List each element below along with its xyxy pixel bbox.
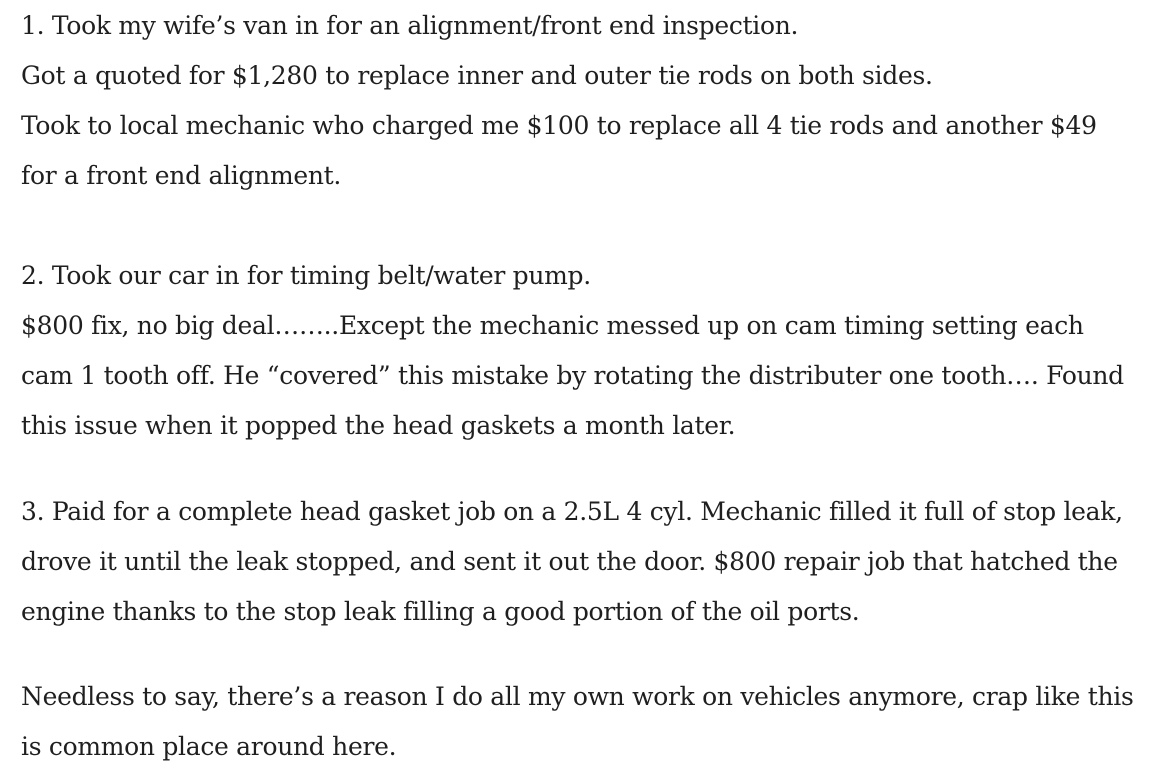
text-line: 1. Took my wife’s van in for an alignment/front end inspection. [21,11,799,40]
text-line: Needless to say, there’s a reason I do all my own work on vehicles anymore, crap like this [21,682,1134,711]
text-line: for a front end alignment. [21,161,342,190]
text-line: drove it until the leak stopped, and sent it out the door. $800 repair job that hatched the [21,547,1118,576]
text-line: $800 fix, no big deal……..Except the mechanic messed up on cam timing setting each [21,311,1084,340]
paragraph-conclusion [21,672,1134,772]
text-line: Got a quoted for $1,280 to replace inner and outer tie rods on both sides. [21,61,933,90]
paragraph-tie-rods [21,1,1097,201]
text-line: Took to local mechanic who charged me $100 to replace all 4 tie rods and another $49 [21,111,1097,140]
paragraph-timing-belt [21,251,1124,451]
text-line: engine thanks to the stop leak filling a good portion of the oil ports. [21,597,860,626]
text-line: cam 1 tooth off. He “covered” this mistake by rotating the distributer one tooth…. Found [21,361,1124,390]
text-line: 2. Took our car in for timing belt/water pump. [21,261,591,290]
text-line: this issue when it popped the head gaskets a month later. [21,411,736,440]
text-line: 3. Paid for a complete head gasket job on a 2.5L 4 cyl. Mechanic filled it full of stop leak, [21,497,1123,526]
paragraph-head-gasket [21,487,1123,637]
text-line: is common place around here. [21,732,397,761]
